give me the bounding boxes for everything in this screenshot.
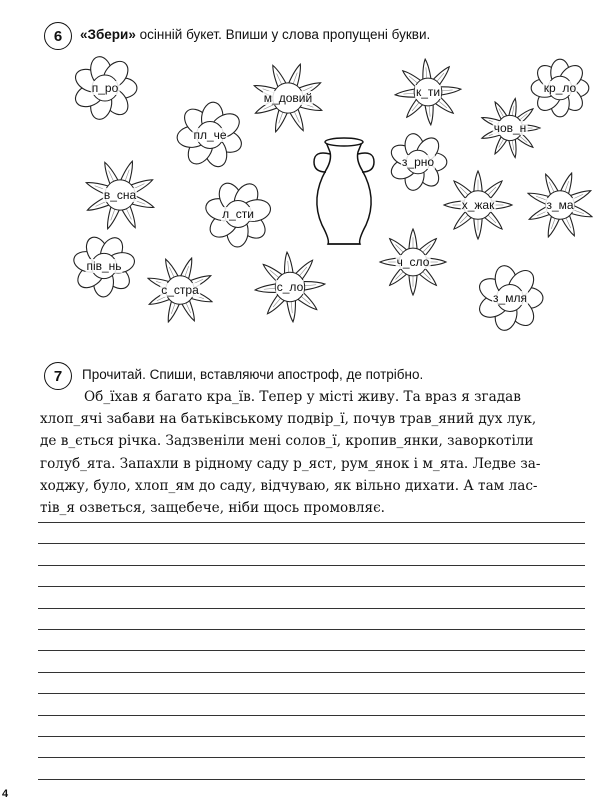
flower-word[interactable]: в_сна [103, 188, 137, 202]
task-7-number: 7 [44, 362, 72, 390]
flower-word[interactable]: пів_нь [86, 259, 122, 273]
reading-line: ходжу, було, хлоп_ям до саду, відчуваю, як вільно дихати. А там лас- [40, 477, 538, 494]
writing-line[interactable] [38, 522, 585, 523]
flower-word[interactable]: пл_че [193, 128, 227, 142]
reading-line: тів_я озветься, защебече, ніби щось промовляє. [40, 500, 386, 517]
writing-line[interactable] [38, 608, 585, 609]
page-number: 4 [2, 788, 9, 800]
writing-line[interactable] [38, 565, 585, 566]
writing-line[interactable] [38, 650, 585, 651]
reading-text [40, 386, 578, 519]
writing-line[interactable] [38, 629, 585, 630]
flower-word[interactable]: с_стра [161, 283, 199, 297]
bouquet-illustration [0, 0, 600, 360]
flower-word[interactable]: кр_ло [543, 81, 577, 95]
reading-line: голуб_ята. Запахли в рідному саду р_яст, рум_янок і м_ята. Ледве за- [40, 455, 541, 472]
flower-word[interactable]: к_ти [415, 85, 441, 99]
writing-line[interactable] [38, 757, 585, 758]
task-7-instruction: Прочитай. Спиши, вставляючи апостроф, де потрібно. [82, 367, 424, 382]
task-6-instruction-bold: «Збери» [80, 27, 136, 42]
task-6-number: 6 [44, 22, 72, 50]
vase-icon [314, 138, 374, 244]
flower-word[interactable]: з_рно [401, 155, 435, 169]
writing-line[interactable] [38, 672, 585, 673]
task-6-instruction-rest: осінній букет. Впиши у слова пропущені букви. [135, 27, 431, 42]
flower-word[interactable]: з_мля [493, 291, 527, 305]
flower-word[interactable]: ч_сло [396, 255, 430, 269]
reading-line: де в_ється річка. Задзвеніли мені солов_ї, кропив_янки, заворкотіли [40, 433, 534, 450]
writing-line[interactable] [38, 715, 585, 716]
reading-line: хлоп_ячі забави на батьківському подвір_ї, почув трав_яний дух лук, [40, 411, 537, 428]
writing-line[interactable] [38, 693, 585, 694]
writing-line[interactable] [38, 543, 585, 544]
flower-word[interactable]: з_ма [546, 198, 574, 212]
writing-line[interactable] [38, 736, 585, 737]
flower-word[interactable]: п_ро [91, 81, 119, 95]
flower-word[interactable]: чов_н [493, 121, 527, 135]
reading-line: Об_їхав я багато кра_їв. Тепер у місті живу. Та враз я згадав [84, 389, 521, 405]
writing-line[interactable] [38, 779, 585, 780]
writing-line[interactable] [38, 586, 585, 587]
flower-word[interactable]: м_довий [263, 91, 313, 105]
flower-word[interactable]: л_сти [222, 207, 254, 221]
flower-word[interactable]: с_ло [276, 280, 304, 294]
flower-word[interactable]: х_жак [461, 198, 495, 212]
